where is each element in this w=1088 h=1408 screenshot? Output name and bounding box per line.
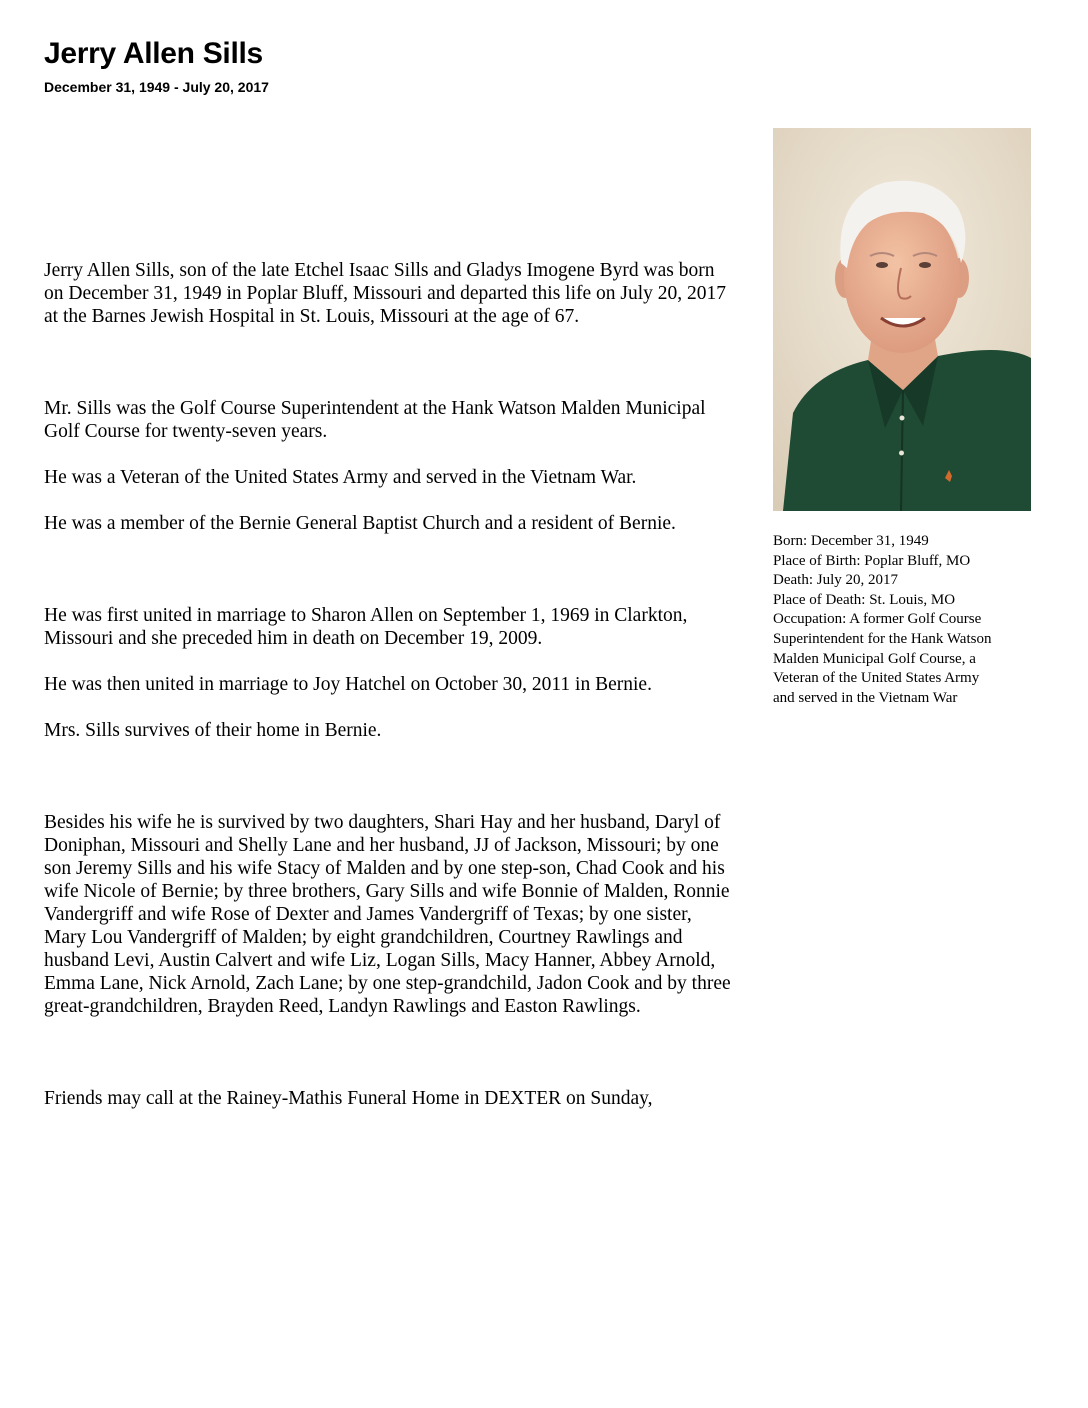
paragraph-second-marriage: He was then united in marriage to Joy Hatchel on October 30, 2011 in Bernie. [44,674,652,695]
life-dates: December 31, 1949 - July 20, 2017 [44,79,269,95]
paragraph-birth: Jerry Allen Sills, son of the late Etchel Isaac Sills and Gladys Imogene Byrd was born on December 31, 1949 in Poplar Bluff, Missouri and departed this life on July 20, 2017 at the Barnes Jewish Hospital in St. Louis, Missouri at the age of 67. [44,260,727,327]
paragraph-residence: Mrs. Sills survives of their home in Bernie. [44,720,382,741]
paragraph-visitation: Friends may call at the Rainey-Mathis Funeral Home in DEXTER on Sunday, [44,1088,653,1109]
obituary-body [44,259,734,1110]
paragraph-first-marriage: He was first united in marriage to Sharon Allen on September 1, 1969 in Clarkton, Missouri and she preceded him in death on December 19, 2009. [44,605,688,649]
occupation-line: Superintendent for the Hank Watson [773,630,992,647]
occupation-line: Occupation: A former Golf Course [773,611,982,628]
portrait-photo [773,128,1031,511]
page-title: Jerry Allen Sills [44,37,263,70]
occupation-line: Veteran of the United States Army [773,670,980,687]
paragraph-survivors: Besides his wife he is survived by two daughters, Shari Hay and her husband, Daryl of Doniphan, Missouri and Shelly Lane and her husband, JJ of Jackson, Missouri; by one son Jeremy Sills and his wife Stacy of Malden and by one step-son, Chad Cook and his wife Nicole of Bernie; by three brothers, Gary Sills and wife Bonnie of Malden, Ronnie Vandergriff and wife Rose of Dexter and James Vandergriff of Texas; by one sister, Mary Lou Vandergriff of Malden; by eight grandchildren, Courtney Rawlings and husband Levi, Austin Calvert and wife Liz, Logan Sills, Macy Hanner, Abbey Arnold, Emma Lane, Nick Arnold, Zach Lane; by one step-grandchild, Jadon Cook and by three great-grandchildren, Brayden Reed, Landyn Rawlings and Easton Rawlings. [44,812,731,1017]
vital-info-sidebar [773,532,1043,708]
occupation-line: Malden Municipal Golf Course, a [773,650,976,667]
paragraph-occupation: Mr. Sills was the Golf Course Superintendent at the Hank Watson Malden Municipal Golf Course for twenty-seven years. [44,398,706,442]
deathplace-line: Place of Death: St. Louis, MO [773,591,956,608]
paragraph-church: He was a member of the Bernie General Baptist Church and a resident of Bernie. [44,513,676,534]
paragraph-veteran: He was a Veteran of the United States Army and served in the Vietnam War. [44,467,637,488]
occupation-line: and served in the Vietnam War [773,689,958,706]
death-line: Death: July 20, 2017 [773,572,898,589]
born-line: Born: December 31, 1949 [773,533,929,549]
birthplace-line: Place of Birth: Poplar Bluff, MO [773,552,971,569]
